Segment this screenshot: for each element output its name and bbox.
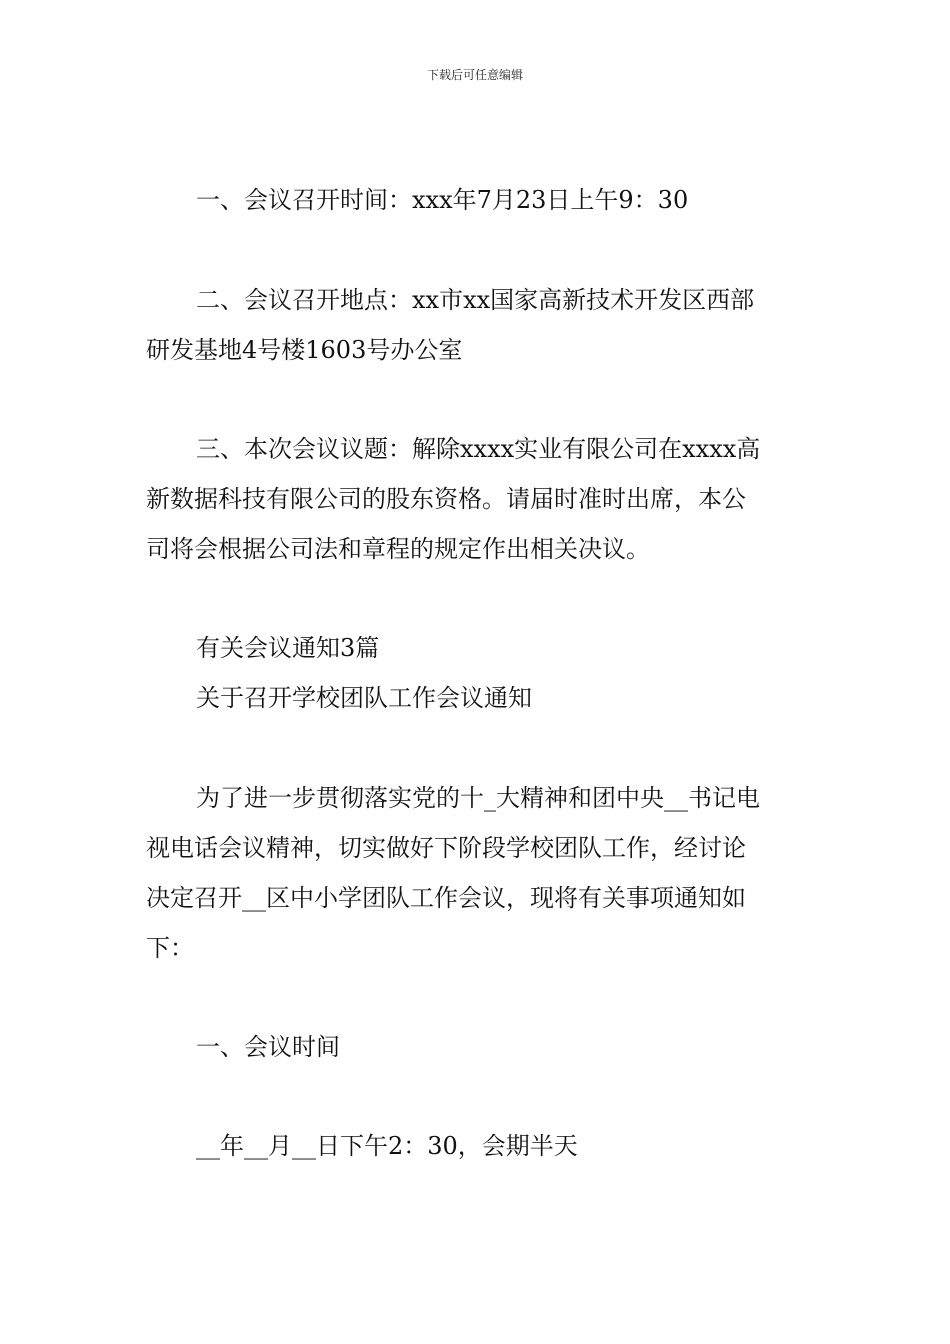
notice-title: 关于召开学校团队工作会议通知 [196, 684, 532, 712]
section-heading: 有关会议通知3篇 [196, 634, 380, 662]
notice-body-line-2: 视电话会议精神，切实做好下阶段学校团队工作，经讨论 [146, 834, 746, 862]
meeting-location-line-2: 研发基地4号楼1603号办公室 [146, 336, 463, 364]
meeting-topic-line-1: 三、本次会议议题：解除xxxx实业有限公司在xxxx高 [196, 435, 761, 463]
meeting-time-line: 一、会议召开时间：xxx年7月23日上午9：30 [196, 186, 689, 214]
notice-body-line-1: 为了进一步贯彻落实党的十_大精神和团中央__书记电 [196, 784, 760, 812]
meeting-location-line-1: 二、会议召开地点：xx市xx国家高新技术开发区西部 [196, 286, 755, 314]
meeting-topic-line-3: 司将会根据公司法和章程的规定作出相关决议。 [146, 535, 650, 563]
meeting-date-line: __年__月__日下午2：30，会期半天 [196, 1132, 578, 1160]
meeting-time-heading: 一、会议时间 [196, 1033, 340, 1061]
notice-body-line-4: 下： [146, 934, 194, 962]
notice-body-line-3: 决定召开__区中小学团队工作会议，现将有关事项通知如 [146, 884, 746, 912]
header-note: 下载后可任意编辑 [426, 68, 523, 82]
meeting-topic-line-2: 新数据科技有限公司的股东资格。请届时准时出席，本公 [146, 485, 746, 513]
